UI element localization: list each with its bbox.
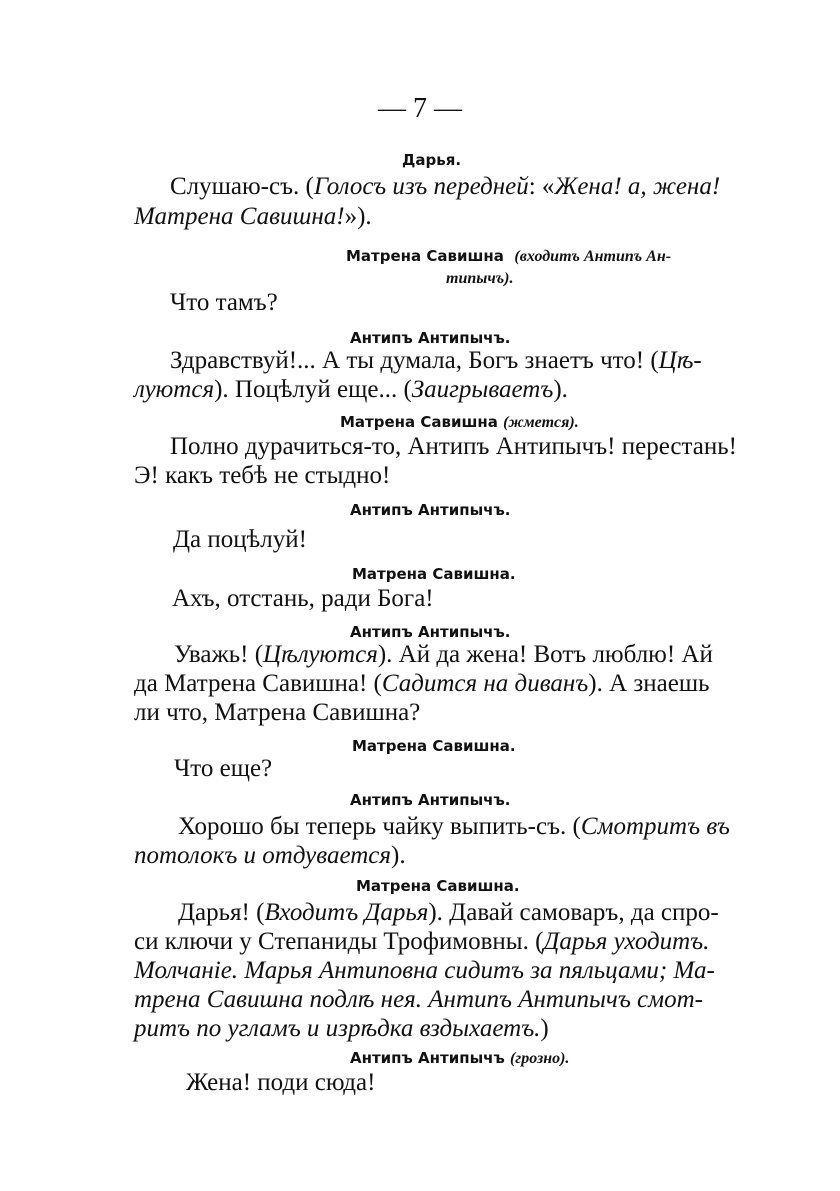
- speaker-name: Антипъ Антипычъ.: [350, 623, 511, 641]
- stage-direction: Молчаніе. Марья Антиповна сидитъ за пяльцами; Ма-: [134, 957, 715, 984]
- dialogue-line: Здравствуй!... А ты думала, Богъ знаетъ что! (Цѣ-: [170, 347, 702, 374]
- dialogue-line: Слушаю-съ. (Голосъ изъ передней: «Жена! а, жена!: [170, 173, 721, 200]
- speaker-name: Матрена Савишна.: [352, 737, 516, 755]
- dialogue-line: си ключи у Степаниды Трофимовны. (Дарья уходитъ.: [134, 928, 710, 955]
- speaker-name: Дарья.: [402, 151, 462, 169]
- speaker-name: Антипъ Антипычъ.: [350, 791, 511, 809]
- speaker-name: Матрена Савишна (входитъ Антипъ Ан-: [346, 247, 672, 265]
- stage-direction: трена Савишна подлѣ нея. Антипъ Антипычъ смот-: [134, 986, 703, 1013]
- speaker-name: Матрена Савишна.: [352, 565, 516, 583]
- dialogue-line: луются). Поцѣлуй еще... (Заигрываетъ).: [134, 376, 568, 403]
- speaker-name: Антипъ Антипычъ.: [350, 501, 511, 519]
- dialogue-line: Ахъ, отстань, ради Бога!: [172, 585, 434, 612]
- dialogue-line: да Матрена Савишна! (Садится на диванъ). А знаешь: [134, 670, 710, 697]
- dialogue-line: потолокъ и отдувается).: [134, 842, 406, 869]
- speaker-name: Матрена Савишна (жмется).: [340, 413, 579, 431]
- dialogue-line: Уважь! (Цѣлуются). Ай да жена! Вотъ люблю! Ай: [174, 641, 713, 668]
- stage-direction: типычъ).: [446, 270, 514, 287]
- dialogue-line: Э! какъ тебѣ не стыдно!: [134, 462, 391, 489]
- dialogue-line: Что тамъ?: [170, 289, 278, 316]
- speaker-name: Антипъ Антипычъ.: [350, 329, 511, 347]
- dialogue-line: Дарья! (Входитъ Дарья). Давай самоваръ, да спро-: [178, 899, 719, 926]
- dialogue-line: Что еще?: [174, 755, 273, 782]
- dialogue-line: Матрена Савишна!»).: [134, 203, 372, 230]
- page-number: — 7 —: [378, 93, 462, 124]
- stage-direction: ритъ по угламъ и изрѣдка вздыхаетъ.): [134, 1015, 549, 1042]
- dialogue-line: Да поцѣлуй!: [173, 526, 307, 553]
- dialogue-line: Жена! поди сюда!: [186, 1069, 376, 1096]
- speaker-name: Матрена Савишна.: [356, 877, 520, 895]
- dialogue-line: ли что, Матрена Савишна?: [134, 699, 421, 726]
- dialogue-line: Полно дурачиться-то, Антипъ Антипычъ! перестань!: [170, 433, 737, 460]
- dialogue-line: Хорошо бы теперь чайку выпить-съ. (Смотритъ въ: [178, 813, 730, 840]
- speaker-name: Антипъ Антипычъ (грозно).: [350, 1049, 570, 1067]
